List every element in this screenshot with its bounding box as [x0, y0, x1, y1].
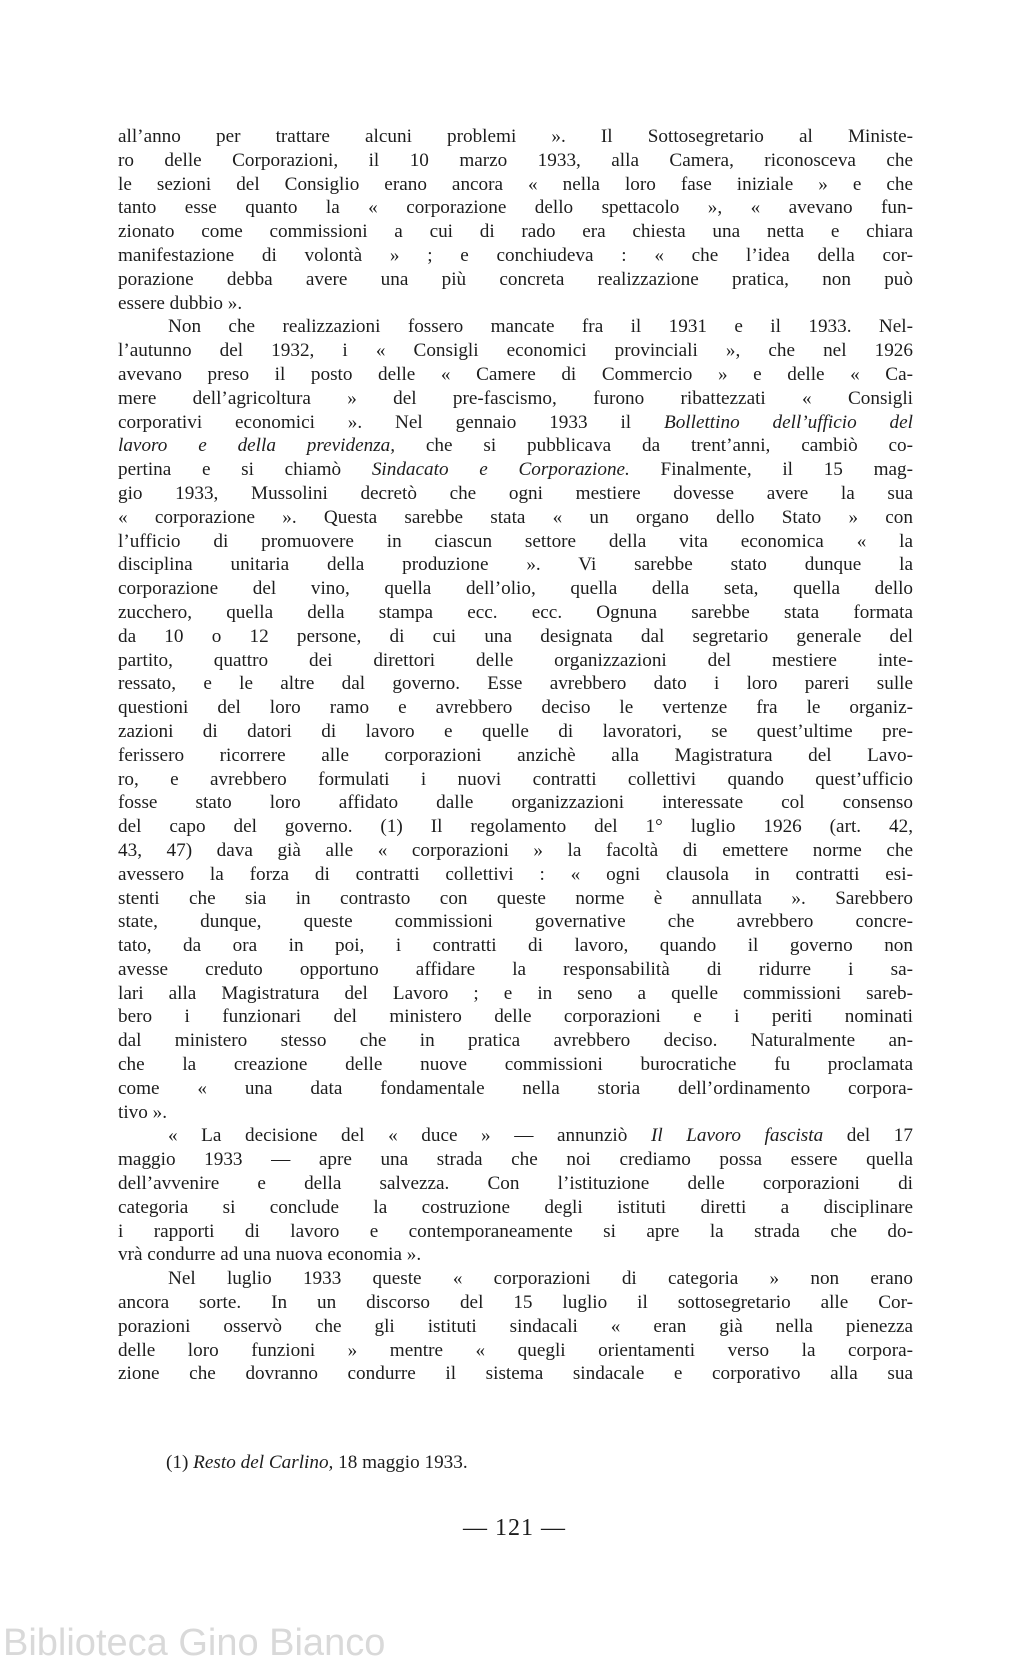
- text-line: da 10 o 12 persone, di cui una designata dal segretario generale del: [118, 625, 913, 647]
- text-segment: corporativi economici ». Nel gennaio 1933 il: [118, 411, 632, 433]
- text-line: [118, 434, 913, 458]
- text-line: [118, 458, 913, 482]
- text-line: ancora sorte. In un discorso del 15 luglio il sottosegretario alle Cor-: [118, 1292, 913, 1314]
- text-line: « corporazione ». Questa sarebbe stata « un organo dello Stato » con: [118, 506, 913, 528]
- text-line: le sezioni del Consiglio erano ancora « nella loro fase iniziale » e che: [118, 173, 913, 195]
- text-line: del capo del governo. (1) Il regolamento del 1° luglio 1926 (art. 42,: [118, 816, 913, 838]
- text-segment: pertina e si chiamò: [118, 459, 342, 481]
- text-line: all’anno per trattare alcuni problemi ». Il Sottosegretario al Ministe-: [118, 126, 913, 147]
- text-line: avesse creduto opportuno affidare la responsabilità di ridurre i sa-: [118, 958, 913, 980]
- text-line: tanto esse quanto la « corporazione dello spettacolo », « avevano fun-: [118, 197, 913, 219]
- text-segment: che si pubblicava da trent’anni, cambiò co-: [425, 435, 913, 457]
- text-line: ro delle Corporazioni, il 10 marzo 1933, alla Camera, riconosceva che: [118, 149, 913, 171]
- text-line: l’ufficio di promuovere in ciascun settore della vita economica « la: [118, 530, 913, 552]
- text-line: disciplina unitaria della produzione ». Vi sarebbe stato dunque la: [118, 554, 913, 576]
- text-line: stenti che sia in contrasto con queste norme è annullata ». Sarebbero: [118, 887, 913, 909]
- text-line: Nel luglio 1933 queste « corporazioni di categoria » non erano: [168, 1268, 913, 1290]
- text-segment: « La decisione del « duce » — annunziò: [168, 1125, 628, 1147]
- text-line: mere dell’agricoltura » del pre-fascismo, furono ribattezzati « Consigli: [118, 387, 913, 409]
- text-line: gio 1933, Mussolini decretò che ogni mestiere dovesse avere la sua: [118, 482, 913, 504]
- italic-title: Il Lavoro fascista: [650, 1125, 824, 1147]
- text-line: bero i funzionari del ministero delle corporazioni e i periti nominati: [118, 1006, 913, 1028]
- text-line: ro, e avrebbero formulati i nuovi contratti collettivi quando quest’ufficio: [118, 768, 913, 790]
- text-line: [118, 411, 913, 435]
- text-line: fosse stato loro affidato dalle organizzazioni interessate col consenso: [118, 792, 913, 814]
- text-line: partito, quattro dei direttori delle organizzazioni del mestiere inte-: [118, 649, 913, 671]
- text-line: come « una data fondamentale nella storia dell’ordinamento corpora-: [118, 1077, 913, 1099]
- italic-title: lavoro e della previdenza,: [118, 435, 396, 457]
- text-line: l’autunno del 1932, i « Consigli economici provinciali », che nel 1926: [118, 340, 913, 362]
- text-line: categoria si conclude la costruzione degli istituti diretti a disciplinare: [118, 1196, 913, 1218]
- text-line: zionato come commissioni a cui di rado era chiesta una netta e chiara: [118, 221, 913, 243]
- footnote: [166, 1452, 468, 1474]
- text-line: vrà condurre ad una nuova economia ».: [118, 1244, 422, 1266]
- text-line: corporazione del vino, quella dell’olio, quella della seta, quella dello: [118, 578, 913, 600]
- footnote-date: 18 maggio 1933.: [338, 1452, 468, 1473]
- text-line: state, dunque, queste commissioni governative che avrebbero concre-: [118, 911, 913, 933]
- text-line: dal ministero stesso che in pratica avrebbero deciso. Naturalmente an-: [118, 1030, 913, 1052]
- text-line: tato, da ora in poi, i contratti di lavoro, quando il governo non: [118, 935, 913, 957]
- text-line: ressato, e le altre dal governo. Esse avrebbero dato i loro pareri sulle: [118, 673, 913, 695]
- text-line: Non che realizzazioni fossero mancate fra il 1931 e il 1933. Nel-: [168, 316, 913, 338]
- text-line: ferissero ricorrere alle corporazioni anzichè alla Magistratura del Lavo-: [118, 744, 913, 766]
- footnote-marker: (1): [166, 1452, 189, 1473]
- italic-title: Bollettino dell’ufficio del: [663, 411, 913, 433]
- text-line: porazioni osservò che gli istituti sindacali « eran già nella pienezza: [118, 1315, 913, 1337]
- text-line: avessero la forza di contratti collettivi : « ogni clausola in contratti esi-: [118, 863, 913, 885]
- italic-title: Sindacato e Corporazione.: [371, 459, 630, 481]
- text-line: porazione debba avere una più concreta realizzazione pratica, non può: [118, 268, 913, 290]
- page-number: — 121 —: [463, 1515, 566, 1541]
- text-segment: del 17: [846, 1125, 913, 1147]
- body-text: [118, 125, 913, 1386]
- text-line: [118, 1124, 913, 1148]
- text-line: lari alla Magistratura del Lavoro ; e in seno a quelle commissioni sareb-: [118, 982, 913, 1004]
- text-line: 43, 47) dava già alle « corporazioni » la facoltà di emettere norme che: [118, 839, 913, 861]
- text-line: manifestazione di volontà » ; e conchiudeva : « che l’idea della cor-: [118, 244, 913, 266]
- library-watermark: Biblioteca Gino Bianco: [3, 1622, 386, 1664]
- text-line: questioni del loro ramo e avrebbero deciso le vertenze fra le organiz-: [118, 697, 913, 719]
- text-line: zazioni di datori di lavoro e quelle di lavoratori, se quest’ultime pre-: [118, 720, 913, 742]
- text-line: maggio 1933 — apre una strada che noi crediamo possa essere quella: [118, 1149, 913, 1171]
- text-line: tivo ».: [118, 1101, 168, 1123]
- footnote-source: Resto del Carlino,: [193, 1452, 334, 1473]
- text-line: che la creazione delle nuove commissioni burocratiche fu proclamata: [118, 1054, 913, 1076]
- text-segment: Finalmente, il 15 mag-: [660, 459, 913, 481]
- text-line: i rapporti di lavoro e contemporaneamente si apre la strada che do-: [118, 1220, 913, 1242]
- text-line: zucchero, quella della stampa ecc. ecc. Ognuna sarebbe stata formata: [118, 601, 913, 623]
- text-line: zione che dovranno condurre il sistema sindacale e corporativo alla sua: [118, 1363, 913, 1385]
- text-line: avevano preso il posto delle « Camere di Commercio » e delle « Ca-: [118, 363, 913, 385]
- text-line: delle loro funzioni » mentre « quegli orientamenti verso la corpora-: [118, 1339, 913, 1361]
- text-line: dell’avvenire e della salvezza. Con l’istituzione delle corporazioni di: [118, 1173, 913, 1195]
- text-line: essere dubbio ».: [118, 292, 243, 314]
